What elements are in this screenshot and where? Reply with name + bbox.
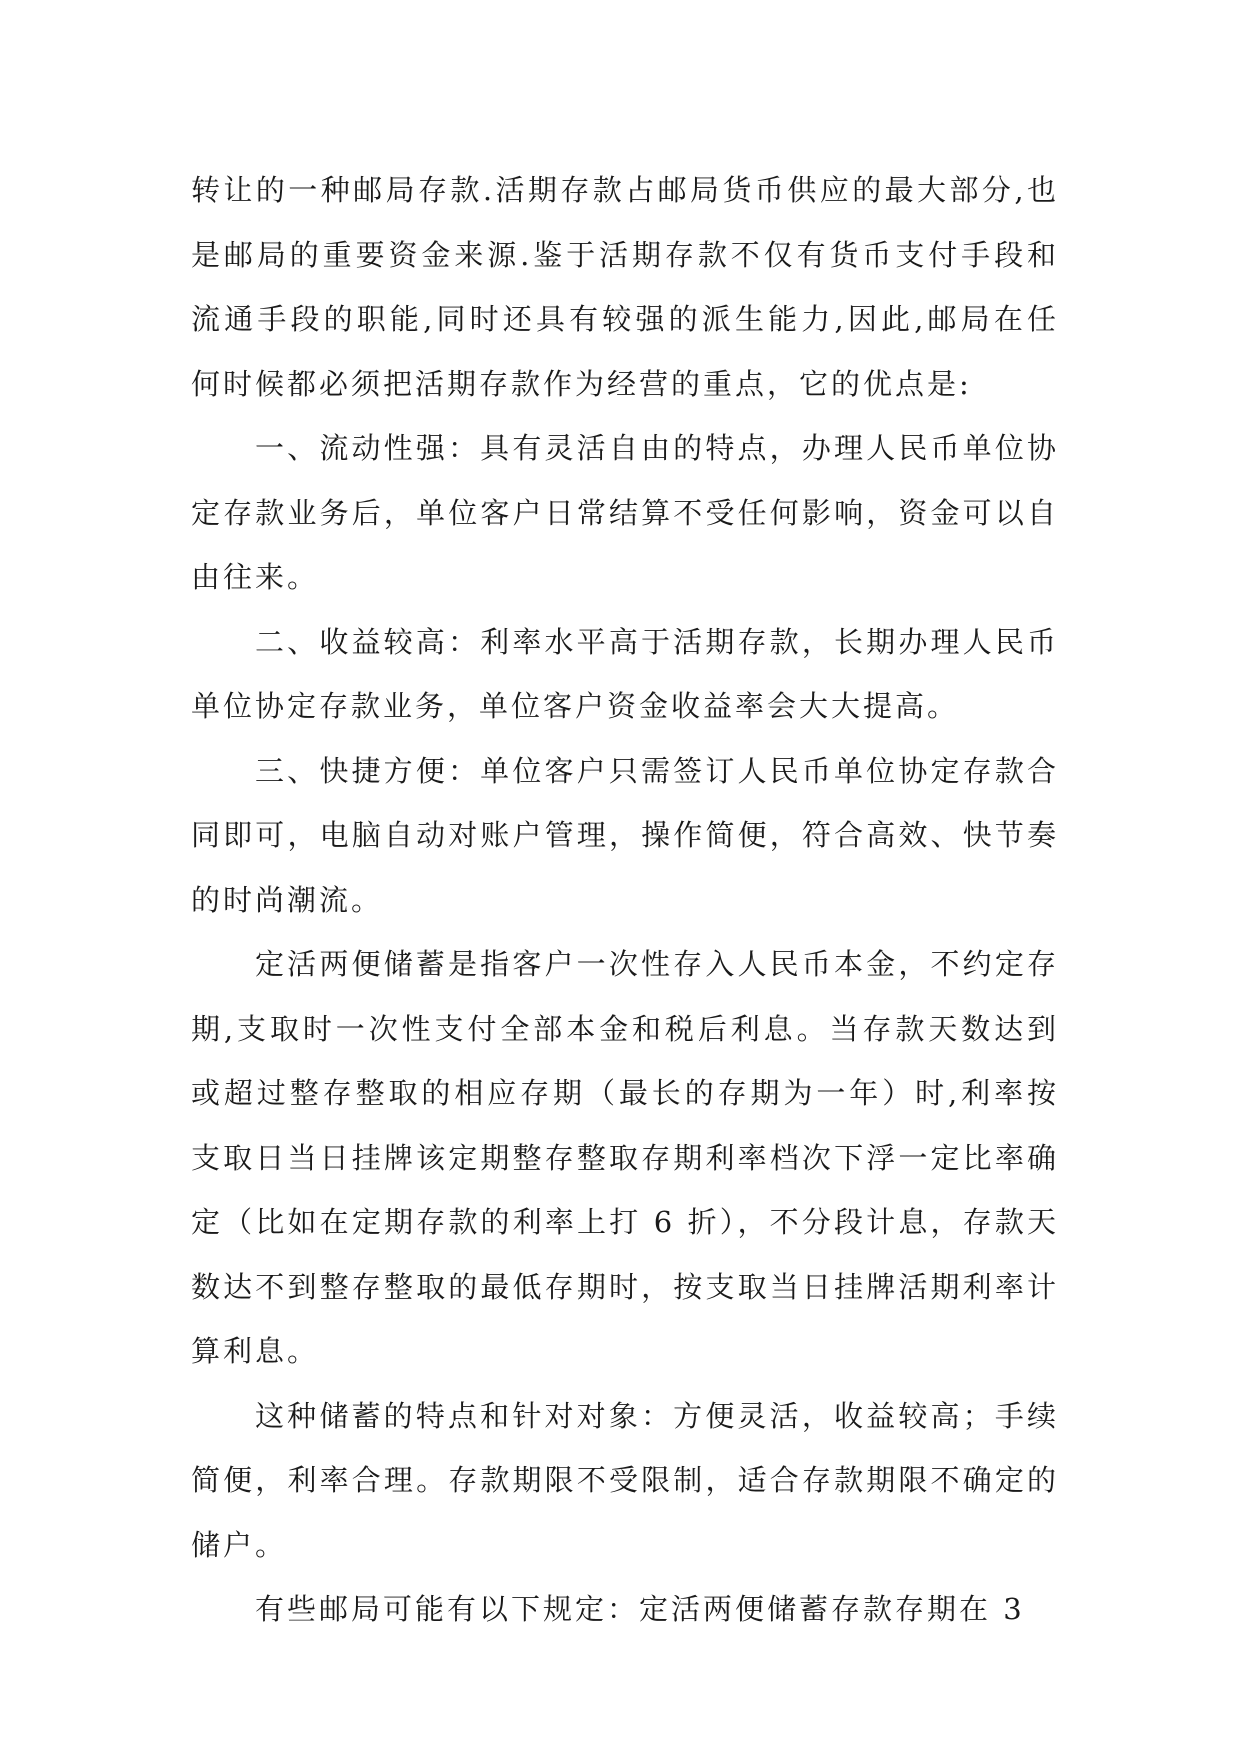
paragraph-5: 定活两便储蓄是指客户一次性存入人民币本金，不约定存期,支取时一次性支付全部本金和税后利息。当存款天数达到或超过整存整取的相应存期（最长的存期为一年）时,利率按支取日当日挂牌该定期整存整取存期利率档次下浮一定比率确定（比如在定期存款的利率上打 6 折），不分段计息，存款天数达不到整存整取的最低存期时，按支取当日挂牌活期利率计算利息。 bbox=[191, 947, 1059, 1368]
paragraph-4: 三、快捷方便：单位客户只需签订人民币单位协定存款合同即可，电脑自动对账户管理，操作简便，符合高效、快节奏的时尚潮流。 bbox=[191, 753, 1059, 917]
paragraph-2: 一、流动性强：具有灵活自由的特点，办理人民币单位协定存款业务后，单位客户日常结算不受任何影响，资金可以自由往来。 bbox=[191, 431, 1059, 594]
paragraph-1: 转让的一种邮局存款.活期存款占邮局货币供应的最大部分,也是邮局的重要资金来源.鉴于活期存款不仅有货币支付手段和流通手段的职能,同时还具有较强的派生能力,因此,邮局在任何时候都必须把活期存款作为经营的重点，它的优点是: bbox=[191, 173, 1059, 401]
paragraph-7: 有些邮局可能有以下规定：定活两便储蓄存款存期在 3 bbox=[255, 1592, 1025, 1626]
document-body bbox=[191, 158, 1059, 1642]
paragraph-3: 二、收益较高：利率水平高于活期存款，长期办理人民币单位协定存款业务，单位客户资金收益率会大大提高。 bbox=[191, 624, 1059, 723]
paragraph-6: 这种储蓄的特点和针对对象：方便灵活，收益较高；手续简便，利率合理。存款期限不受限制，适合存款期限不确定的储户。 bbox=[191, 1398, 1059, 1562]
